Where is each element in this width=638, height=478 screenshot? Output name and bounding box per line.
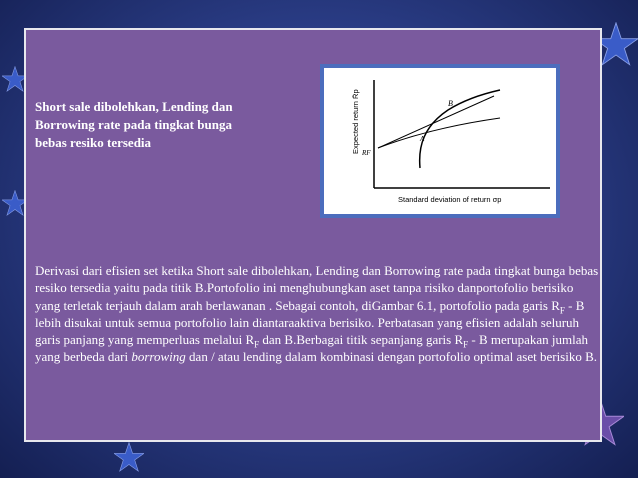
x-axis-label: Standard deviation of return σp [398, 195, 502, 204]
rf-a-line [378, 118, 500, 148]
point-a-label: A [420, 135, 425, 143]
slide-title: Short sale dibolehkan, Lending dan Borrowing rate pada tingkat bunga bebas resiko tersedia [35, 99, 233, 150]
efficient-frontier-diagram [324, 68, 556, 214]
point-b-label: B [448, 99, 453, 108]
rf-label: RF [362, 149, 371, 157]
star-icon [114, 442, 144, 472]
y-axis-label: Expected return R̄p [351, 89, 360, 154]
frontier-curve [420, 90, 500, 168]
slide-panel [24, 28, 602, 442]
body-paragraph: Derivasi dari efisien set ketika Short sale dibolehkan, Lending dan Borrowing rate pada tingkat bunga bebas resiko tersedia yaitu pada titik B.Portofolio ini menghubungkan aset tanpa risiko danportofolio berisiko yang terletak terjauh dalam arah berlawanan . Sebagai contoh, diGambar 6.1, portofolio pada garis $R_F$ - B lebih disukai untuk semua portofolio lain diantaraaktiva berisiko. Perbatasan yang efisien adalah seluruh garis panjang yang memperluas melalui $R_F$ dan B.Berbagai titik sepanjang garis $R_F$ - B merupakan jumlah yang berbeda dari borrowing dan / atau lending dalam kombinasi dengan portofolio optimal aset berisiko B. [35, 263, 599, 365]
figure-frame [320, 64, 560, 218]
